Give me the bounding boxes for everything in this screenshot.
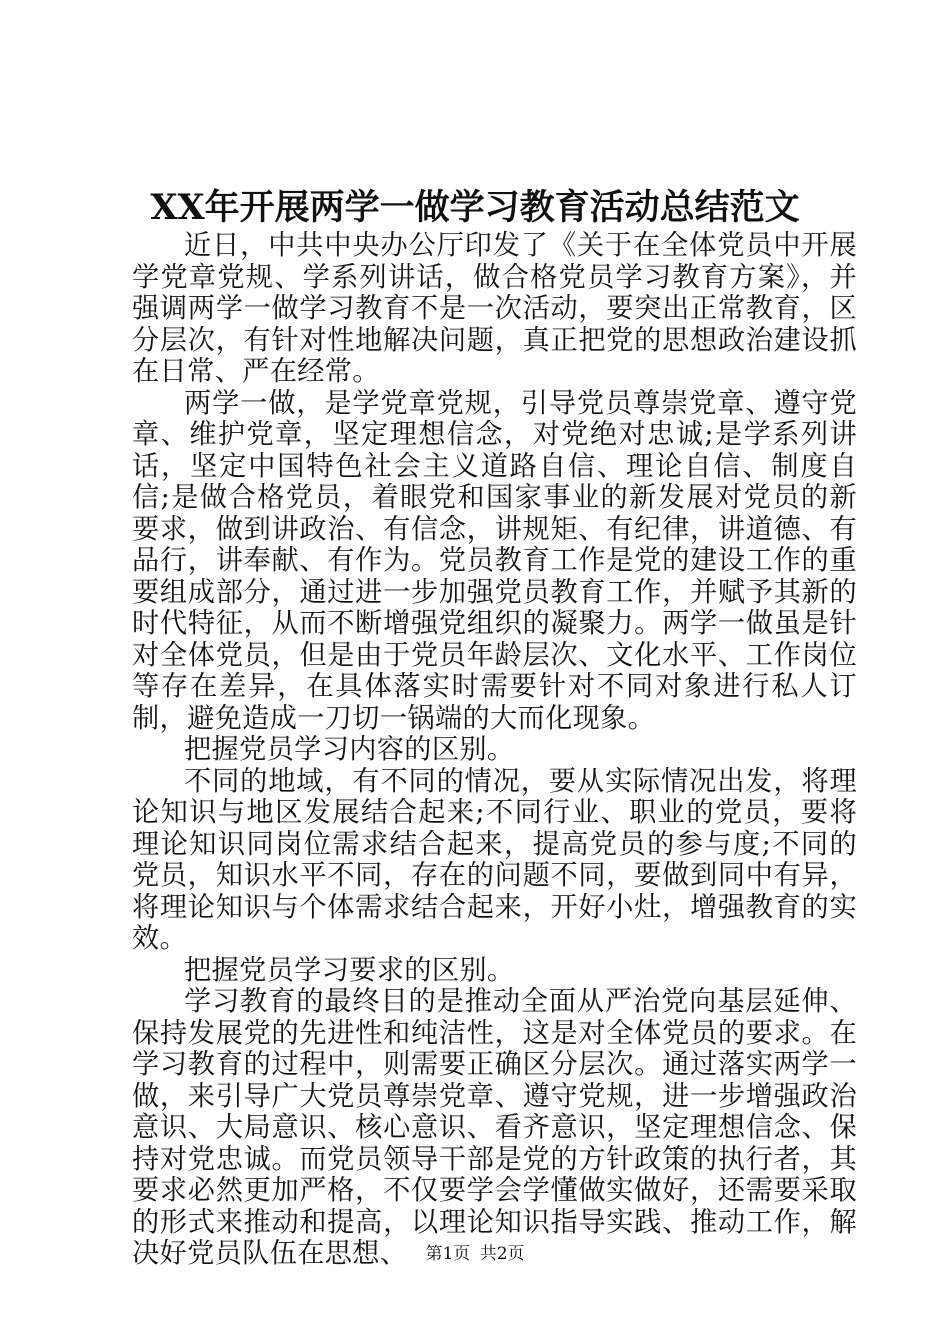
document-title: XX年开展两学一做学习教育活动总结范文 <box>150 187 800 228</box>
page-footer <box>0 1242 950 1266</box>
paragraph: 学习教育的最终目的是推动全面从严治党向基层延伸、保持发展党的先进性和纯洁性，这是对全体党员的要求。在学习教育的过程中，则需要正确区分层次。通过落实两学一做，来引导广大党员尊崇党章、遵守党规，进一步增强政治意识、大局意识、核心意识、看齐意识，坚定理想信念、保持对党忠诚。而党员领导干部是党的方针政策的执行者，其要求必然更加严格，不仅要学会学懂做实做好，还需要采取的形式来推动和提高，以理论知识指导实践、推动工作，解决好党员队伍在思想、 <box>132 986 857 1269</box>
paragraph: 把握党员学习要求的区别。 <box>184 954 515 986</box>
paragraph: 近日，中共中央办公厅印发了《关于在全体党员中开展学党章党规、学系列讲话，做合格党员学习教育方案》，并强调两学一做学习教育不是一次活动，要突出正常教育，区分层次，有针对性地解决问题，真正把党的思想政治建设抓在日常、严在经常。 <box>132 230 857 387</box>
paragraph: 不同的地域，有不同的情况，要从实际情况出发，将理论知识与地区发展结合起来;不同行业、职业的党员，要将理论知识同岗位需求结合起来，提高党员的参与度;不同的党员，知识水平不同，存在的问题不同，要做到同中有异，将理论知识与个体需求结合起来，开好小灶，增强教育的实效。 <box>132 765 857 954</box>
page-number-total: 共2页 <box>479 1244 525 1264</box>
document-body <box>132 230 857 1270</box>
paragraph: 把握党员学习内容的区别。 <box>184 734 515 765</box>
paragraph: 两学一做，是学党章党规，引导党员尊崇党章、遵守党章、维护党章，坚定理想信念，对党绝对忠诚;是学系列讲话，坚定中国特色社会主义道路自信、理论自信、制度自信;是做合格党员，着眼党和国家事业的新发展对党员的新要求，做到讲政治、有信念，讲规矩、有纪律，讲道德、有品行，讲奉献、有作为。党员教育工作是党的建设工作的重要组成部分，通过进一步加强党员教育工作，并赋予其新的时代特征，从而不断增强党组织的凝聚力。两学一做虽是针对全体党员，但是由于党员年龄层次、文化水平、工作岗位等存在差异，在具体落实时需要针对不同对象进行私人订制，避免造成一刀切一锅端的大而化现象。 <box>132 387 857 734</box>
page-number-current: 第1页 <box>425 1244 471 1264</box>
